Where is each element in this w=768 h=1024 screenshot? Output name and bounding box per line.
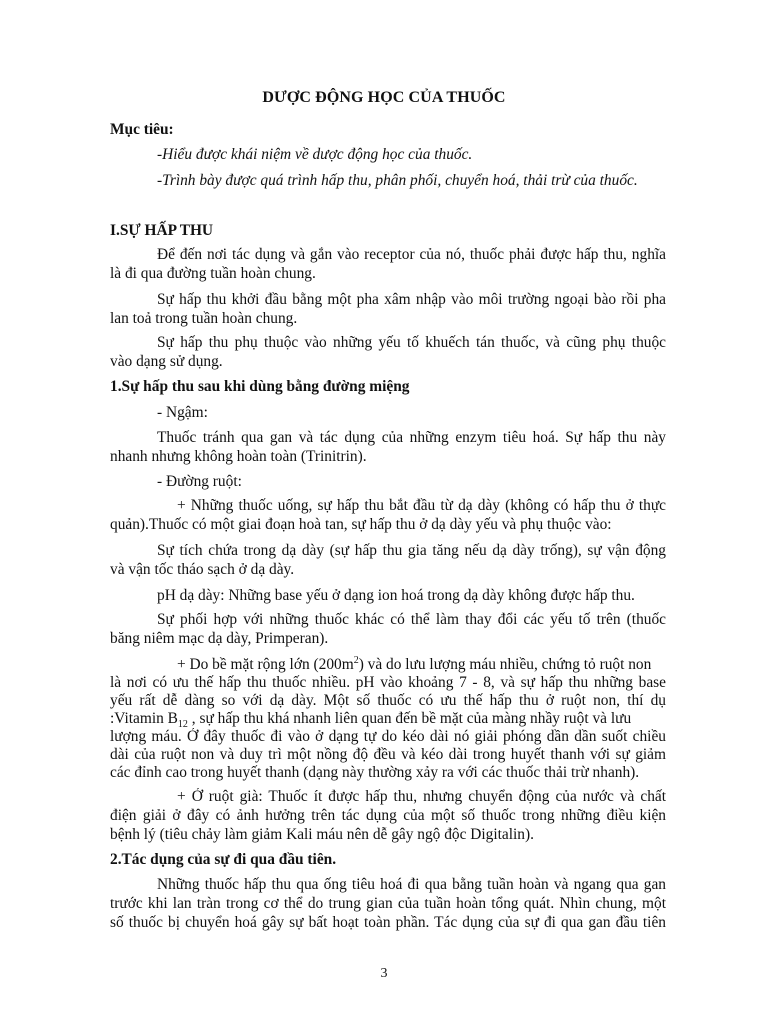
text-run: , sự hấp thu khá nhanh liên quan đến bề mặt của màng nhầy ruột và lưu <box>187 710 632 727</box>
paragraph-line: + Những thuốc uống, sự hấp thu bắt đầu từ dạ dày (không có hấp thu ở thực <box>177 497 666 514</box>
paragraph-line: bệnh lý (tiêu chảy làm giảm Kali máu nên dễ gây ngộ độc Digitalin). <box>110 826 534 843</box>
paragraph-line: Để đến nơi tác dụng và gắn vào receptor của nó, thuốc phải được hấp thu, nghĩa <box>157 246 666 263</box>
subscript: 12 <box>177 719 188 731</box>
page-title: DƯỢC ĐỘNG HỌC CỦA THUỐC <box>262 89 506 106</box>
objective-item: -Hiểu được khái niệm về dược động học của thuốc. <box>157 146 473 163</box>
paragraph-line: Những thuốc hấp thu qua ống tiêu hoá đi qua bằng tuần hoàn và ngang qua gan <box>157 876 666 893</box>
paragraph-line <box>177 656 651 674</box>
paragraph-line: là đi qua đường tuần hoàn chung. <box>110 265 316 282</box>
superscript: 2 <box>353 654 359 666</box>
paragraph-line: vào dạng sử dụng. <box>110 353 223 370</box>
subsection-heading: 1.Sự hấp thu sau khi dùng bằng đường miệng <box>110 378 410 395</box>
paragraph-line: yếu rất dễ dàng so với dạ dày. Một số thuốc có ưu thế hấp thu ở ruột non, thí dụ <box>110 692 666 709</box>
paragraph-line: Sự phối hợp với những thuốc khác có thể làm thay đổi các yếu tố trên (thuốc <box>157 611 666 628</box>
paragraph-line: số thuốc bị chuyển hoá gây sự bất hoạt toàn phần. Tác dụng của sự đi qua gan đầu tiên <box>110 914 666 931</box>
paragraph-line: Thuốc tránh qua gan và tác dụng của những enzym tiêu hoá. Sự hấp thu này <box>157 429 666 446</box>
text-run: ) và do lưu lượng máu nhiều, chứng tỏ ruột non <box>358 656 652 673</box>
list-label: - Đường ruột: <box>157 473 242 490</box>
objective-item: -Trình bày được quá trình hấp thu, phân phối, chuyển hoá, thải trừ của thuốc. <box>157 172 638 189</box>
list-label: - Ngậm: <box>157 404 208 421</box>
paragraph-line: các đỉnh cao trong huyết thanh (dạng này thường xảy ra với các thuốc thải trừ nhanh). <box>110 764 640 781</box>
paragraph-line: pH dạ dày: Những base yếu ở dạng ion hoá trong dạ dày không được hấp thu. <box>157 587 635 604</box>
paragraph-line: và vận tốc tháo sạch ở dạ dày. <box>110 561 295 578</box>
paragraph-line: điện giải ở đây có ảnh hưởng trên tác dụng của một số thuốc trong những điều kiện <box>110 807 666 824</box>
paragraph-line <box>110 710 632 731</box>
paragraph-line: Sự hấp thu phụ thuộc vào những yếu tố khuếch tán thuốc, và cũng phụ thuộc <box>157 334 666 351</box>
paragraph-line: là nơi có ưu thế hấp thu thuốc nhiều. pH vào khoảng 7 - 8, và sự hấp thu những base <box>110 674 666 691</box>
section-heading: I.SỰ HẤP THU <box>110 222 214 239</box>
paragraph-line: băng niêm mạc dạ dày, Primperan). <box>110 630 329 647</box>
paragraph-line: nhanh nhưng không hoàn toàn (Trinitrin). <box>110 448 367 465</box>
text-run: :Vitamin B <box>110 710 178 727</box>
paragraph-line: lượng máu. Ở đây thuốc đi vào ở dạng tự do kéo dài nó giải phóng dần dần suốt chiều <box>110 728 666 745</box>
paragraph-line: Sự tích chứa trong dạ dày (sự hấp thu gia tăng nếu dạ dày trống), sự vận động <box>157 542 666 559</box>
objectives-label: Mục tiêu: <box>110 121 174 138</box>
paragraph-line: dài của ruột non và duy trì một nồng độ đều và kéo dài trong huyết thanh với sự giảm <box>110 746 666 763</box>
paragraph-line: trước khi lan tràn trong cơ thể do trung gian của tuần hoàn tổng quát. Nhìn chung, một <box>110 895 666 912</box>
paragraph-line: lan toả trong tuần hoàn chung. <box>110 310 298 327</box>
page-number: 3 <box>380 966 388 981</box>
subsection-heading: 2.Tác dụng của sự đi qua đầu tiên. <box>110 851 337 868</box>
paragraph-line: + Ở ruột già: Thuốc ít được hấp thu, nhưng chuyển động của nước và chất <box>177 788 666 805</box>
paragraph-line: quản).Thuốc có một giai đoạn hoà tan, sự hấp thu ở dạ dày yếu và phụ thuộc vào: <box>110 516 612 533</box>
text-run: + Do bề mặt rộng lớn (200m <box>177 656 354 673</box>
paragraph-line: Sự hấp thu khởi đầu bằng một pha xâm nhập vào môi trường ngoại bào rồi pha <box>157 291 666 308</box>
